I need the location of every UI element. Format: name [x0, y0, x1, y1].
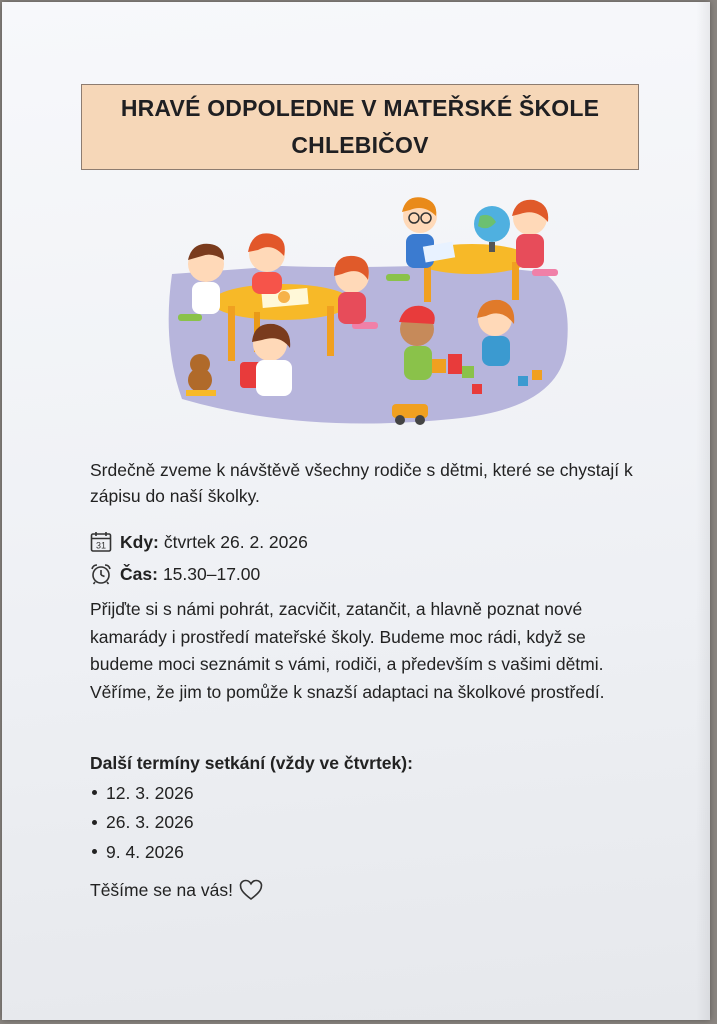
intro-text: Srdečně zveme k návštěvě všechny rodiče s dětmi, které se chystají k zápisu do naší školky. — [90, 460, 633, 506]
title-banner — [81, 84, 639, 170]
title-line-1: HRAVÉ ODPOLEDNE V MATEŘSKÉ ŠKOLE — [120, 95, 600, 121]
bullet-icon — [92, 849, 97, 854]
date-item: 26. 3. 2026 — [106, 812, 194, 833]
list-item — [90, 837, 194, 867]
heart-icon — [239, 879, 263, 901]
date-item: 12. 3. 2026 — [106, 782, 194, 803]
child-boy-glasses — [402, 197, 455, 268]
bullet-icon — [92, 820, 97, 825]
when-row — [90, 526, 308, 558]
bullet-icon — [92, 790, 97, 795]
calendar-icon — [90, 531, 112, 553]
time-row — [90, 558, 308, 590]
closing-text: Těšíme se na vás! — [90, 880, 233, 900]
when-label: Kdy: — [120, 532, 159, 552]
event-info — [90, 526, 308, 590]
child-girl-orange — [248, 233, 285, 294]
time-value: 15.30–17.00 — [162, 564, 261, 584]
kindergarten-illustration — [162, 194, 572, 434]
time-label: Čas: — [120, 564, 158, 584]
next-dates-list — [90, 778, 194, 867]
calendar-day: 31 — [95, 540, 107, 551]
flyer-page — [2, 2, 710, 1020]
list-item — [90, 778, 194, 808]
date-item: 9. 4. 2026 — [106, 841, 184, 862]
when-value: čtvrtek 26. 2. 2026 — [163, 532, 308, 552]
list-item — [90, 808, 194, 838]
child-girl-right — [512, 200, 548, 268]
description-paragraph: Přijďte si s námi pohrát, zacvičit, zatančit, a hlavně poznat nové kamarády i prostředí mateřské školy. Budeme moc rádi, když se budeme moci seznámit s vámi, rodiči, a především s vašimi dětmi. Věříme, že jim to pomůže k snazší adaptaci na školkové prostředí. — [90, 599, 605, 702]
alarm-clock-icon — [90, 563, 112, 585]
closing-line — [90, 877, 263, 903]
next-dates-title: Další termíny setkání (vždy ve čtvrtek): — [90, 753, 413, 773]
title-line-2: CHLEBIČOV — [291, 132, 429, 158]
